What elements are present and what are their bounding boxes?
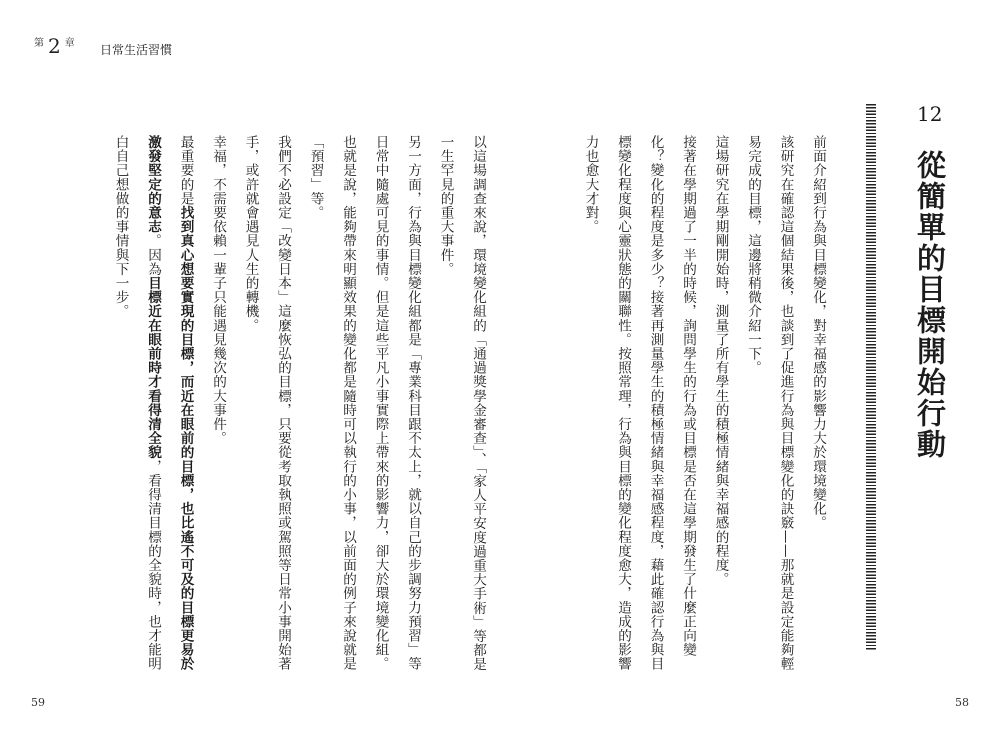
paragraph: 這場研究在學期剛開始時，測量了所有學生的積極情緒與幸福感的程度。 — [712, 135, 729, 587]
text-run: ，看得清目標的全貌時，也才能明白自己想做的事情與下一步。 — [112, 135, 161, 671]
paragraph: 幸福，不需要依賴一輩子只能遇見幾次的大事件。 — [210, 135, 226, 446]
section-number: 12 — [917, 102, 943, 126]
paragraph: 該研究在確認這個結果後，也談到了促進行為與目標變化的訣竅——那就是設定能夠輕易完成的目標，這邊將稍微介紹一下。 — [745, 135, 794, 671]
page-number-left: 59 — [31, 696, 45, 709]
paragraph — [104, 135, 202, 675]
chapter-title: 日常生活習慣 — [100, 43, 173, 57]
right-page-body — [574, 135, 834, 675]
paragraph: 也就是說，能夠帶來明顯效果的變化都是隨時可以執行的小事，以前面的例子來說就是「預習」等。 — [307, 135, 356, 671]
chapter-prefix: 第 — [34, 38, 44, 49]
paragraph: 以這場調查來說，環境變化組的「通過獎學金審查」、「家人平安度過重大手術」等都是一生罕見的重大事件。 — [437, 135, 486, 672]
paragraph: 我們不必設定「改變日本」這麼恢弘的目標，只要從考取執照或駕照等日常小事開始著手，或許就會遇見人生的轉機。 — [242, 135, 291, 671]
page-number-right: 58 — [955, 696, 969, 709]
text-run: 最重要的是 — [177, 135, 194, 206]
text-run: 。因為 — [145, 233, 161, 277]
chapter-suffix: 章 — [64, 38, 75, 49]
emphasis-text: 目標近在眼前時才看得清全貌 — [145, 276, 161, 460]
left-page-body — [104, 135, 494, 675]
section-decorative-rule — [866, 104, 876, 650]
emphasis-text: 找到真心想要實現的目標，而近在眼前的目標，也比遙不可及的目標更易於激發堅定的意志 — [145, 135, 194, 671]
paragraph: 接著在學期過了一半的時候，詢問學生的行為或目標是否在這學期發生了什麼正向變化？變化的程度是多少？接著再測量學生的積極情緒與幸福感程度，藉此確認行為與目標變化程度與心靈狀態的關聯性。按照常理，行為與目標的變化程度愈大，造成的影響力也愈大才對。 — [582, 135, 696, 671]
chapter-number: 2 — [48, 34, 61, 58]
chapter-label — [34, 34, 75, 58]
section-title: 從簡單的目標開始行動 — [913, 150, 947, 460]
paragraph: 另一方面，行為與目標變化組都是「專業科目跟不太上，就以自己的步調努力預習」等日常中隨處可見的事情。但是這些平凡小事實際上帶來的影響力，卻大於環境變化組。 — [372, 135, 421, 671]
paragraph: 前面介紹到行為與目標變化，對幸福感的影響力大於環境變化。 — [810, 135, 826, 530]
